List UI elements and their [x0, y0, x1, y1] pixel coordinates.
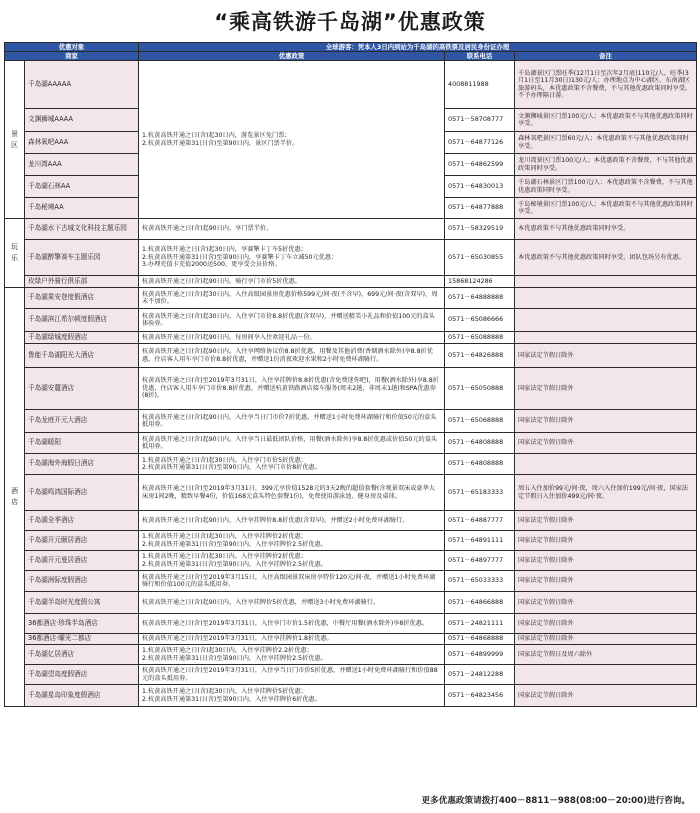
policy-text: 杭黄高铁开通之日(含)起30日内，入住高级园景房优惠价格599元/间·夜(不含早)，699元/间·夜(含双早)，周末不加价。 — [139, 288, 445, 309]
note-text: 周五入住加价99元/间·夜，周六入住加价199元/间·夜，国家法定节假日入住加价499元/间·夜。 — [515, 475, 697, 511]
phone-number[interactable]: 0571－65033333 — [445, 571, 515, 592]
header-note: 备注 — [515, 52, 697, 61]
merchant-name: 千岛湖半岛时光度假公寓 — [25, 592, 139, 614]
merchant-name: 千岛湖洲际度假酒店 — [25, 571, 139, 592]
note-text: 文渊狮城景区门票100元/人；本优惠政策不与其他优惠政策同时享受。 — [515, 109, 697, 132]
merchant-name: 千岛湖望岛度假酒店 — [25, 665, 139, 685]
merchant-name: 千岛湖海外海假日酒店 — [25, 454, 139, 475]
phone-number[interactable]: 0571－64866888 — [445, 592, 515, 614]
merchant-name: 千岛湖石林AA — [25, 176, 139, 198]
note-text — [515, 288, 697, 309]
policy-text: 杭黄高铁开通之日(含)起90日内，入住享挂牌价5折优惠，并赠送3小时免费环湖骑行。 — [139, 592, 445, 614]
policy-text: 杭黄高铁开通之日(含)起90日内，入住享当日最低团队价格，用餐(酒水除外)享8.8折优惠或价值50元的盒头抵用券。 — [139, 433, 445, 454]
merchant-name: 玫绿户外骑行俱乐部 — [25, 276, 139, 288]
phone-number[interactable]: 0571－65050888 — [445, 368, 515, 410]
merchant-name: 千岛湖开元曼居酒店 — [25, 551, 139, 571]
note-text — [515, 332, 697, 344]
table-row — [5, 368, 697, 410]
phone-number[interactable]: 15868124286 — [445, 276, 515, 288]
policy-text: 1.杭黄高铁开通之日(含)起30日内，入住享挂牌价2折优惠； 2.杭黄高铁开通第31日(含)至第90日内，入住享挂牌价2.5折优惠。 — [139, 551, 445, 571]
phone-number[interactable]: 0571－58708777 — [445, 109, 515, 132]
phone-number[interactable]: 0571－58329519 — [445, 219, 515, 240]
merchant-name: 千岛湖绿城度假酒店 — [25, 332, 139, 344]
merchant-name: 36都酒店·珍珠半岛酒店 — [25, 614, 139, 634]
merchant-name: 千岛秘境AA — [25, 198, 139, 219]
phone-number[interactable]: 0571－64899999 — [445, 645, 515, 665]
table-row — [5, 634, 697, 645]
merchant-name: 千岛湖安麓酒店 — [25, 368, 139, 410]
merchant-name: 千岛湖水下古城文化科技主题乐园 — [25, 219, 139, 240]
table-row — [5, 551, 697, 571]
policy-text: 杭黄高铁开通之日(含)至2019年3月31日，入住享挂牌价1.8折优惠。 — [139, 634, 445, 645]
table-row — [5, 288, 697, 309]
table-row — [5, 309, 697, 332]
merchant-name: 千岛湖暖阳 — [25, 433, 139, 454]
table-row — [5, 511, 697, 531]
note-text — [515, 276, 697, 288]
phone-number[interactable]: 0571－24821111 — [445, 614, 515, 634]
note-text: 本优惠政策不与其他优惠政策同时享受。 — [515, 219, 697, 240]
table-row — [5, 454, 697, 475]
note-text: 千岛湖景区门票旺季(12月1日至次年2月底)110元/人，旺季(3月1日至11月30日)130元/人；办理地点为中心湖区、东南湖区旅游码头，本优惠政策不含餐费，不与其他优惠政策同时享受，不予办理隔日游。 — [515, 61, 697, 109]
table-row — [5, 665, 697, 685]
merchant-name: 千岛湖滨江希尔顿度假酒店 — [25, 309, 139, 332]
policy-text: 杭黄高铁开通之日(含)至2019年3月31日，入住享挂牌价8.8折优惠(含免费迷你吧)，用餐(酒水除外)享8.8折优惠，住店客人用车享门市价8.8折优惠，并赠送杭黄铁路酒店接车服务(周末2趟，非周末1趟)和SPA优惠券(8折)。 — [139, 368, 445, 410]
note-text — [515, 454, 697, 475]
merchant-name: 千岛湖星岛印象度假酒店 — [25, 685, 139, 707]
table-row — [5, 531, 697, 551]
note-text: 国家法定节假日除外 — [515, 511, 697, 531]
policy-text: 杭黄高铁开通之日(含)起90日内，骑行享门市价5折优惠。 — [139, 276, 445, 288]
note-text: 国家法定节假日除外 — [515, 433, 697, 454]
merchant-name: 文渊狮城AAAA — [25, 109, 139, 132]
table-row — [5, 475, 697, 511]
phone-number[interactable]: 0571－65030855 — [445, 240, 515, 276]
phone-number[interactable]: 0571－24812288 — [445, 665, 515, 685]
table-row — [5, 276, 697, 288]
phone-number[interactable]: 0571－64888888 — [445, 288, 515, 309]
phone-number[interactable]: 0571－64868888 — [445, 634, 515, 645]
phone-number[interactable]: 0571－65088888 — [445, 332, 515, 344]
phone-number[interactable]: 0571－64891111 — [445, 531, 515, 551]
note-text: 国家法定节假日除外 — [515, 531, 697, 551]
note-text: 森林氧吧景区门票60元/人；本优惠政策不与其他优惠政策同时享受。 — [515, 132, 697, 154]
merchant-name: 千岛湖果安登度假酒店 — [25, 288, 139, 309]
table-row — [5, 240, 697, 276]
policy-text: 杭黄高铁开通之日(含)至2019年3月15日，入住高级园景双床房享特价120元/间·夜，并赠送1小时免费环湖骑行和价值100元的盒头抵用券。 — [139, 571, 445, 592]
header-target-label: 优惠对象 — [5, 43, 139, 52]
note-text: 国家法定节假日除外 — [515, 344, 697, 368]
table-row — [5, 332, 697, 344]
table-header-group — [5, 43, 697, 52]
table-row — [5, 61, 697, 109]
phone-number[interactable]: 0571－64823456 — [445, 685, 515, 707]
scenic-shared-policy: 1.杭黄高铁开通之日(含)起30日内，游览景区免门票； 2.杭黄高铁开通第31日(含)至第90日内，景区门票半价。 — [139, 61, 445, 219]
table-body — [5, 61, 697, 707]
merchant-name: 36都酒店·曜光二都店 — [25, 634, 139, 645]
merchant-name: 森林氧吧AAA — [25, 132, 139, 154]
merchant-name: 千岛湖亿居酒店 — [25, 645, 139, 665]
note-text: 千岛湖石林景区门票100元/人；本优惠政策不含餐费，不与其他优惠政策同时享受。 — [515, 176, 697, 198]
phone-number[interactable]: 0571－64808888 — [445, 433, 515, 454]
policy-text: 杭黄高铁开通之日(含)至2019年3月31日，入住享门市价1.5折优惠，中餐厅用餐(酒水除外)享8折优惠。 — [139, 614, 445, 634]
policy-text: 1.杭黄高铁开通之日(含)起30日内，享赛擎卡丁车5折优惠； 2.杭黄高铁开通第31日(含)至第90日内，享赛擎卡丁车立减50元优惠； 3.办理充值卡充值2000送500，更享受会员价格。 — [139, 240, 445, 276]
merchant-name: 千岛湖全季酒店 — [25, 511, 139, 531]
phone-number[interactable]: 0571－64877888 — [445, 198, 515, 219]
table-row — [5, 219, 697, 240]
phone-number[interactable]: 0571－64808888 — [445, 454, 515, 475]
category-scenic: 景 区 — [5, 61, 25, 219]
phone-number[interactable]: 4008811988 — [445, 61, 515, 109]
footer-note: 更多优惠政策请拨打400－8811－988(08:00－20:00)进行咨询。 — [421, 796, 690, 806]
note-text: 国家法定节假日除外 — [515, 614, 697, 634]
table-row — [5, 344, 697, 368]
note-text: 国家法定节假日及周六除外 — [515, 645, 697, 665]
policy-text: 1.杭黄高铁开通之日(含)起30日内，入住享挂牌价5折优惠； 2.杭黄高铁开通第31日(含)至第90日内，入住享挂牌价6折优惠。 — [139, 685, 445, 707]
table-row — [5, 592, 697, 614]
note-text: 国家法定节假日除外 — [515, 551, 697, 571]
policy-text: 杭黄高铁开通之日(含)起30日内，入住享门市价8.8折优惠(含双早)，并赠送精美小礼品和价值100元的盒头体验券。 — [139, 309, 445, 332]
category-fun: 玩 乐 — [5, 219, 25, 288]
policy-text: 杭黄高铁开通之日(含)起90日内，入住享网络协议价8.8折优惠，用餐及其他消费(香烟酒水除外)享8.8折优惠，住店客人用车享门市价8.8折优惠，并赠送1份消夜欢迎水果和2小时免费环湖骑行。 — [139, 344, 445, 368]
discount-policy-table — [4, 42, 697, 707]
phone-number[interactable]: 0571－64877126 — [445, 132, 515, 154]
note-text: 国家法定节假日除外 — [515, 685, 697, 707]
table-row — [5, 433, 697, 454]
header-target-value: 全球游客：凭本人3日内到站为千岛湖的高铁票及居民身份证办理 — [139, 43, 697, 52]
header-policy: 优惠政策 — [139, 52, 445, 61]
note-text: 千岛秘境景区门票100元/人；本优惠政策不与其他优惠政策同时享受。 — [515, 198, 697, 219]
header-merchant: 商家 — [5, 52, 139, 61]
policy-text: 杭黄高铁开通之日(含)起90日内，每房间享入住欢迎礼品一份。 — [139, 332, 445, 344]
policy-text: 1.杭黄高铁开通之日(含)起30日内，入住享门市价5折优惠； 2.杭黄高铁开通第31日(含)至第90日内，入住享门市价8折优惠。 — [139, 454, 445, 475]
merchant-name: 千岛湖AAAAA — [25, 61, 139, 109]
merchant-name: 千岛湖醉擎赛车主题乐园 — [25, 240, 139, 276]
note-text: 国家法定节假日除外 — [515, 634, 697, 645]
merchant-name: 千岛湖鸣鸿国际酒店 — [25, 475, 139, 511]
policy-text: 杭黄高铁开通之日(含)至2019年3月31日，入住享当日门市价5折优惠，并赠送1小时免费环湖骑行和价值88元的盒头抵用券。 — [139, 665, 445, 685]
table-row — [5, 614, 697, 634]
table-row — [5, 571, 697, 592]
note-text — [515, 665, 697, 685]
merchant-name: 千岛龙庭开元大酒店 — [25, 410, 139, 433]
phone-number[interactable]: 0571－64830013 — [445, 176, 515, 198]
phone-number[interactable]: 0571－64826888 — [445, 344, 515, 368]
table-row — [5, 685, 697, 707]
note-text: 国家法定节假日除外 — [515, 571, 697, 592]
table-row — [5, 645, 697, 665]
merchant-name: 龙川湾AAA — [25, 154, 139, 176]
note-text: 龙川湾景区门票100元/人；本优惠政策不含餐费，不与其他优惠政策同时享受。 — [515, 154, 697, 176]
phone-number[interactable]: 0571－64897777 — [445, 551, 515, 571]
phone-number[interactable]: 0571－64862599 — [445, 154, 515, 176]
policy-text: 杭黄高铁开通之日(含)起90日内，入住享挂牌价8.8折优惠(含双早)，并赠送2小时免费环湖骑行。 — [139, 511, 445, 531]
merchant-name: 千岛湖开元颐居酒店 — [25, 531, 139, 551]
note-text: 本优惠政策不与其他优惠政策同时享受，团队包场另有优惠。 — [515, 240, 697, 276]
note-text: 国家法定节假日除外 — [515, 368, 697, 410]
phone-number[interactable]: 0571－65183333 — [445, 475, 515, 511]
policy-text: 杭黄高铁开通之日(含)起90日内，享门票半价。 — [139, 219, 445, 240]
page-title: “乘高铁游千岛湖”优惠政策 — [214, 10, 486, 34]
note-text: 国家法定节假日除外 — [515, 592, 697, 614]
category-hotel: 酒 店 — [5, 288, 25, 707]
policy-text: 1.杭黄高铁开通之日(含)起30日内，入住享挂牌价2.2折优惠； 2.杭黄高铁开通第31日(含)至第90日内，入住享挂牌价2.5折优惠。 — [139, 645, 445, 665]
table-row — [5, 410, 697, 433]
policy-text: 1.杭黄高铁开通之日(含)起30日内，入住享挂牌价2折优惠； 2.杭黄高铁开通第31日(含)至第90日内，入住享挂牌价2.5折优惠。 — [139, 531, 445, 551]
note-text: 国家法定节假日除外 — [515, 410, 697, 433]
policy-text: 杭黄高铁开通之日(含)至2019年3月31日，399元享价值1528元的3天2晚的超值套餐(含观景双床或豪华大床房1间2晚，精致早餐4份，价值168元盒头特色套餐1份)，免费使用游泳池、健身房及桌球。 — [139, 475, 445, 511]
phone-number[interactable]: 0571－65086666 — [445, 309, 515, 332]
phone-number[interactable]: 0571－64887777 — [445, 511, 515, 531]
merchant-name: 鲁能千岛湖阳光大酒店 — [25, 344, 139, 368]
header-phone: 联系电话 — [445, 52, 515, 61]
note-text — [515, 309, 697, 332]
phone-number[interactable]: 0571－65068888 — [445, 410, 515, 433]
table-header-columns — [5, 52, 697, 61]
policy-text: 杭黄高铁开通之日(含)起90日内，入住享当日门市价7折优惠，并赠送1小时免费环湖骑行和价值50元的盒头抵用券。 — [139, 410, 445, 433]
